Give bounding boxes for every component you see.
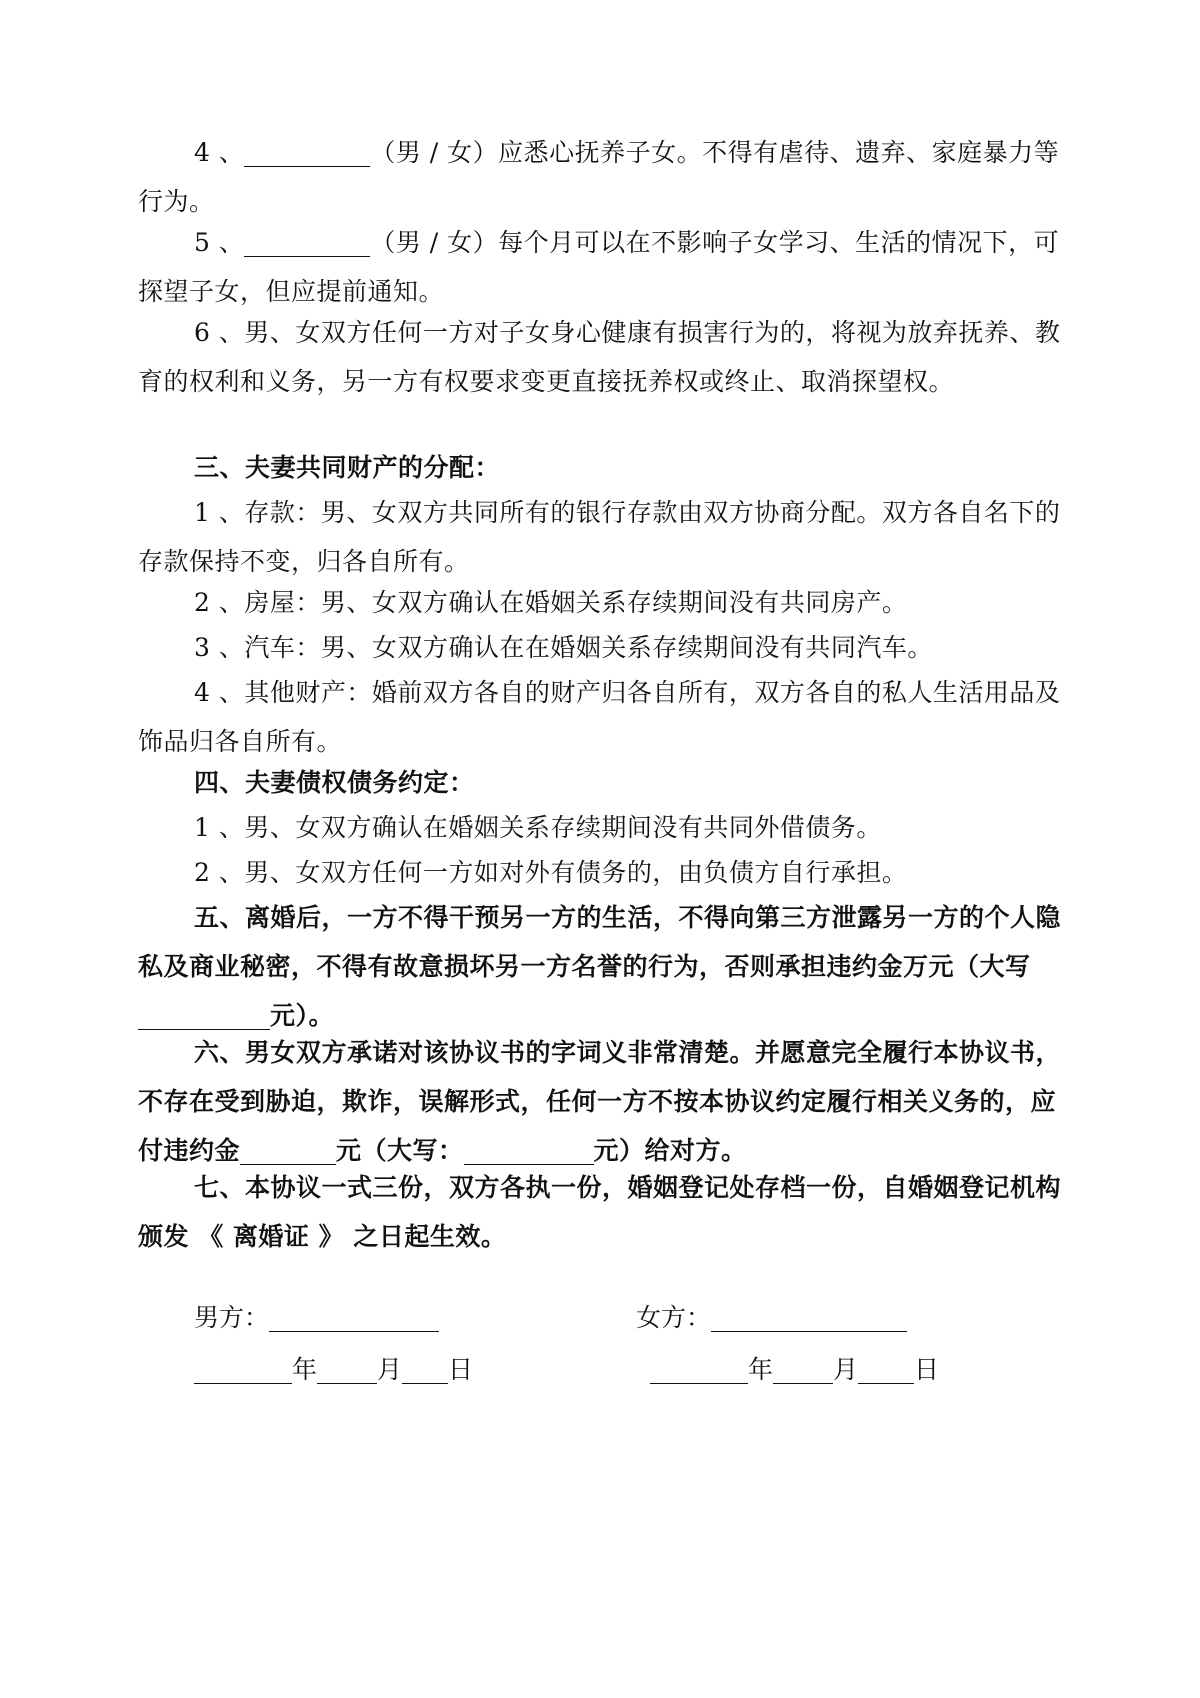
clause-6-uppercase-blank [464,1136,594,1165]
debts-heading: 四、夫妻债权债务约定： [194,768,475,797]
female-signature-blank [711,1303,907,1332]
custody-item-5-number: 5 、 [194,228,245,257]
male-month-blank [317,1355,377,1384]
clause-6-text-end: 元）给对方。 [593,1136,747,1165]
custody-item-5-blank [244,228,370,257]
female-signature-label: 女方： [636,1303,712,1332]
clause-5-text: 五、离婚后，一方不得干预另一方的生活，不得向第三方泄露另一方的个人隐私及商业秘密，不得有故意损坏另一方名誉的行为，否则承担违约金万元（大写 [138,903,1062,981]
clause-6-amount-blank [240,1136,336,1165]
male-year-label: 年 [292,1355,318,1384]
custody-item-5-text: （男 / 女）每个月可以在不影响子女学习、生活的情况下，可探望子女，但应提前通知。 [138,228,1060,306]
female-year-blank [650,1355,748,1384]
custody-item-5 [138,218,1070,316]
clause-7: 七、本协议一式三份，双方各执一份，婚姻登记处存档一份，自婚姻登记机构颁发 《 离婚证 》 之日起生效。 [138,1173,1062,1251]
female-date [650,1350,939,1390]
female-year-label: 年 [748,1355,774,1384]
custody-item-4-text: （男 / 女）应悉心抚养子女。不得有虐待、遗弃、家庭暴力等行为。 [138,138,1060,216]
clause-6-text-mid: 元（大写： [336,1136,464,1165]
male-signature [194,1298,439,1338]
male-signature-blank [269,1303,439,1332]
male-day-label: 日 [448,1355,474,1384]
clause-5-amount-blank [138,1001,270,1030]
property-item-1: 1 、存款：男、女双方共同所有的银行存款由双方协商分配。双方各自名下的存款保持不变，归各自所有。 [138,498,1061,576]
custody-item-4-number: 4 、 [194,138,245,167]
female-day-label: 日 [914,1355,940,1384]
custody-item-4 [138,128,1070,226]
custody-item-6: 6 、男、女双方任何一方对子女身心健康有损害行为的，将视为放弃抚养、教育的权利和义务，另一方有权要求变更直接抚养权或终止、取消探望权。 [138,318,1061,396]
debts-item-2: 2 、男、女双方任何一方如对外有债务的，由负债方自行承担。 [194,858,908,887]
male-date [194,1350,473,1390]
clause-6 [138,1028,1070,1175]
clause-5 [138,893,1070,1040]
female-signature [636,1298,907,1338]
male-year-blank [194,1355,292,1384]
debts-item-1: 1 、男、女双方确认在婚姻关系存续期间没有共同外借债务。 [194,813,882,842]
male-day-blank [402,1355,448,1384]
female-month-blank [773,1355,833,1384]
property-heading: 三、夫妻共同财产的分配： [194,453,501,482]
property-item-4: 4 、其他财产：婚前双方各自的财产归各自所有，双方各自的私人生活用品及饰品归各自所有。 [138,678,1061,756]
clause-6-text: 六、男女双方承诺对该协议书的字词义非常清楚。并愿意完全履行本协议书，不存在受到胁迫，欺诈，误解形式，任何一方不按本协议约定履行相关义务的，应付违约金 [138,1038,1062,1165]
female-day-blank [858,1355,914,1384]
male-signature-label: 男方： [194,1303,270,1332]
custody-item-4-blank [244,138,370,167]
property-item-2: 2 、房屋：男、女双方确认在婚姻关系存续期间没有共同房产。 [194,588,908,617]
female-month-label: 月 [833,1355,859,1384]
clause-5-text-end: 元）。 [270,1001,335,1030]
property-item-3: 3 、汽车：男、女双方确认在在婚姻关系存续期间没有共同汽车。 [194,633,933,662]
male-month-label: 月 [377,1355,403,1384]
